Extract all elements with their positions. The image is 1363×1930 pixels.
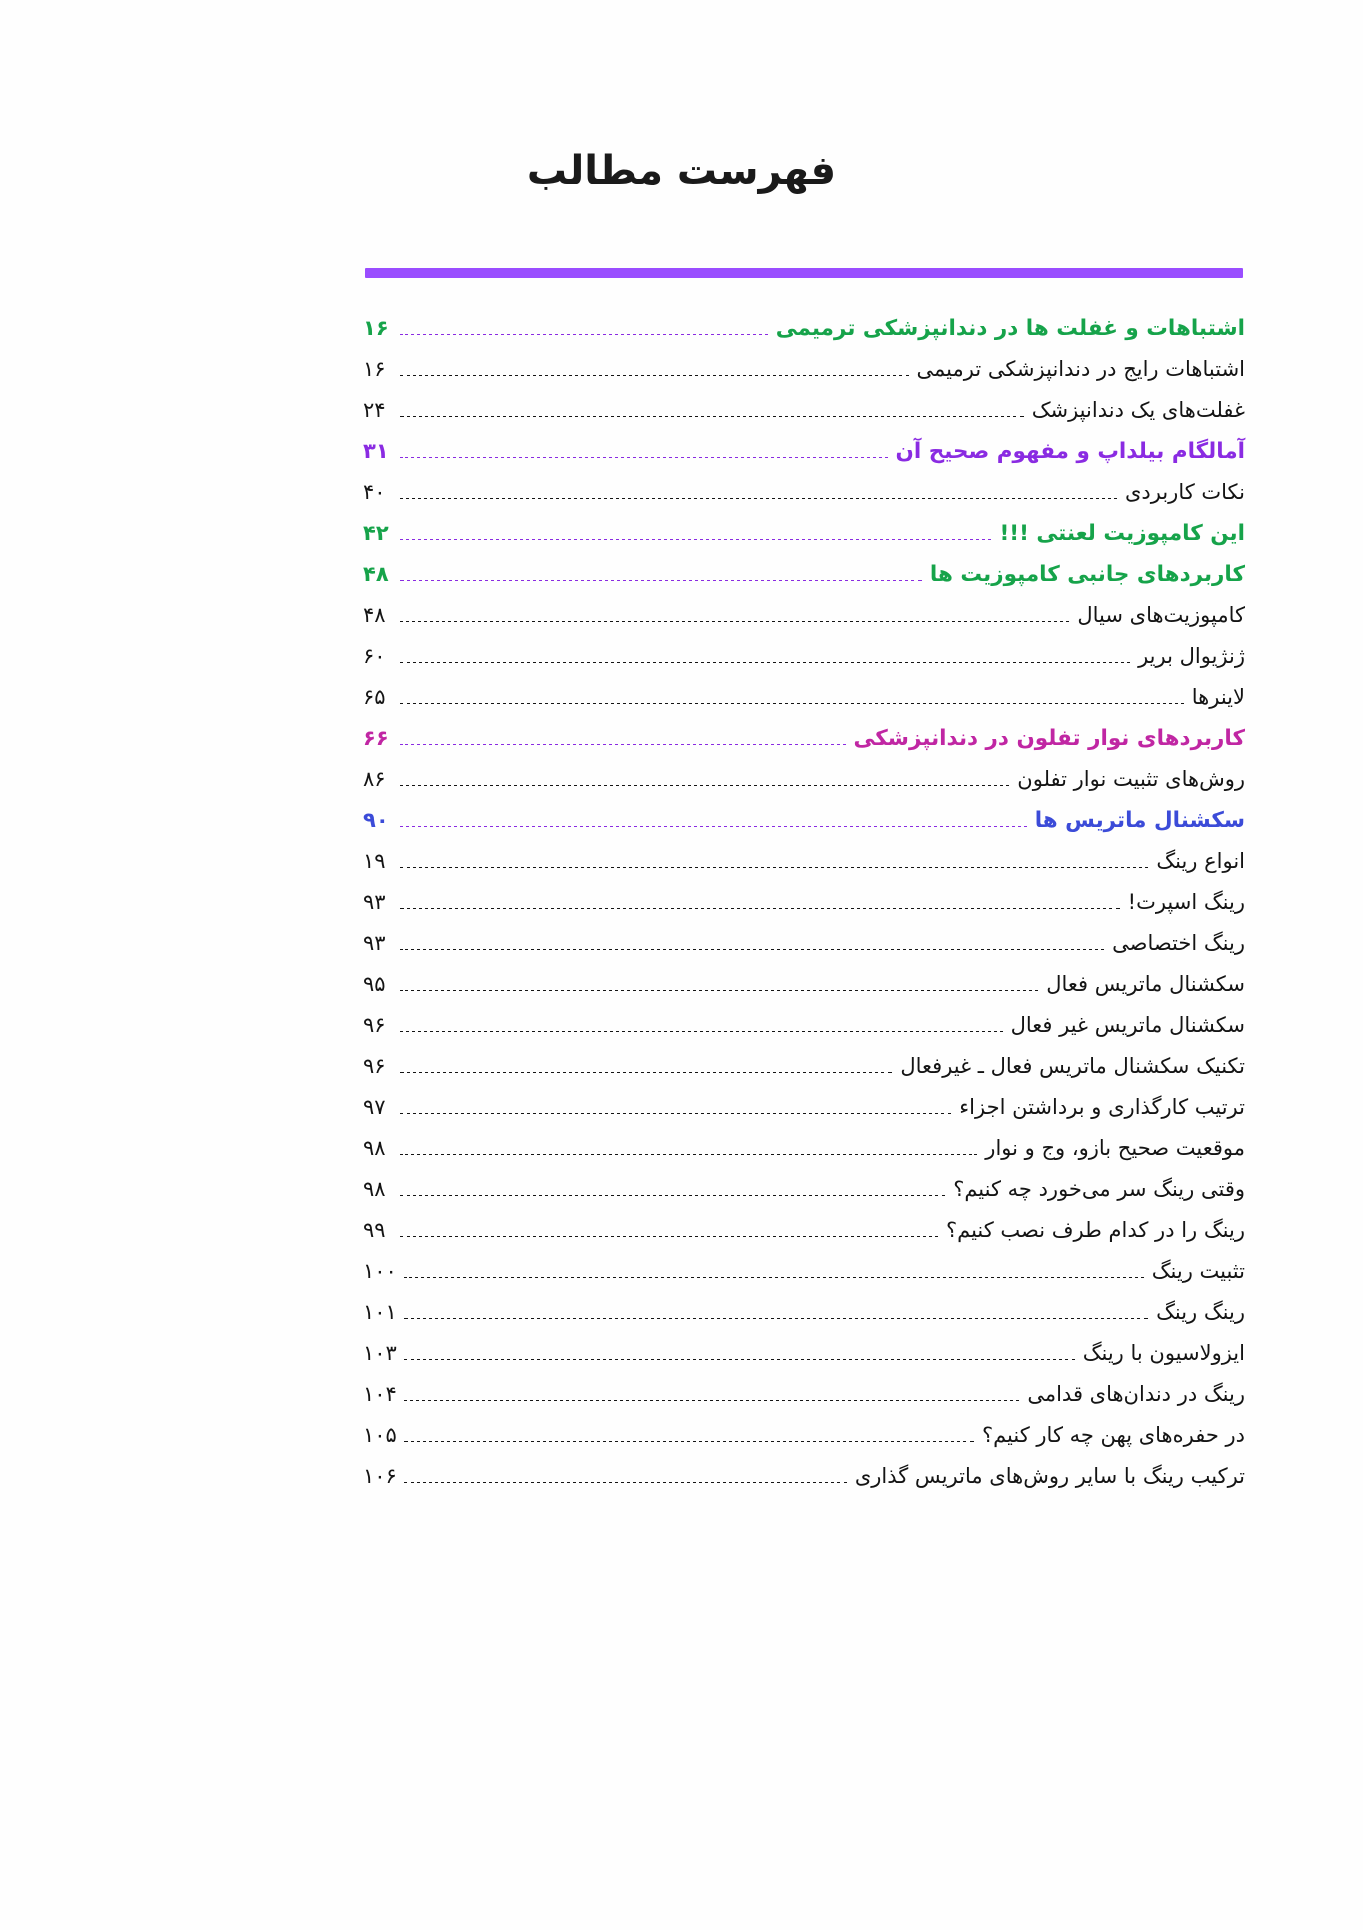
toc-entry[interactable]: [363, 1015, 1245, 1056]
toc-entry[interactable]: [363, 318, 1245, 359]
toc-leader-dots: [400, 744, 846, 745]
toc-leader-dots: [400, 1113, 951, 1114]
toc-entry-page-number: ۲۴: [363, 398, 386, 422]
toc-entry[interactable]: [363, 892, 1245, 933]
toc-leader-dots: [404, 1359, 1075, 1360]
toc-leader-dots: [400, 416, 1024, 417]
toc-entry[interactable]: [363, 605, 1245, 646]
toc-leader-dots: [404, 1400, 1019, 1401]
toc-entry-page-number: ۱۰۶: [363, 1464, 397, 1488]
toc-entry-page-number: ۱۶: [363, 316, 389, 340]
title-divider: [365, 268, 1243, 278]
toc-entry[interactable]: [363, 359, 1245, 400]
toc-entry[interactable]: [363, 523, 1245, 564]
toc-entry-label: کامپوزیت‌های سیال: [1077, 603, 1245, 627]
toc-entry-label: اشتباهات رایج در دندانپزشکی ترمیمی: [916, 357, 1245, 381]
toc-entry-page-number: ۶۰: [363, 644, 386, 668]
toc-entry[interactable]: [363, 1425, 1245, 1466]
toc-entry[interactable]: [363, 1384, 1245, 1425]
toc-entry-page-number: ۹۸: [363, 1177, 386, 1201]
toc-entry[interactable]: [363, 810, 1245, 851]
toc-entry-page-number: ۹۶: [363, 1013, 386, 1037]
toc-entry-label: سکشنال ماتریس ها: [1034, 808, 1245, 833]
toc-entry-page-number: ۱۹: [363, 849, 386, 873]
toc-entry-page-number: ۸۶: [363, 767, 386, 791]
toc-entry-page-number: ۹۶: [363, 1054, 386, 1078]
toc-entry-page-number: ۱۶: [363, 357, 386, 381]
toc-leader-dots: [404, 1441, 974, 1442]
toc-entry-label: کاربردهای جانبی کامپوزیت ها: [929, 562, 1245, 587]
toc-entry-label: سکشنال ماتریس فعال: [1046, 972, 1245, 996]
toc-entry[interactable]: [363, 974, 1245, 1015]
toc-entry-page-number: ۶۶: [363, 726, 389, 750]
toc-entry-label: لاینرها: [1191, 685, 1245, 709]
toc-entry-page-number: ۹۸: [363, 1136, 386, 1160]
toc-entry-page-number: ۹۳: [363, 931, 386, 955]
toc-entry[interactable]: [363, 646, 1245, 687]
toc-entry[interactable]: [363, 1220, 1245, 1261]
toc-entry-label: تکنیک سکشنال ماتریس فعال ـ غیرفعال: [900, 1054, 1245, 1078]
toc-leader-dots: [400, 334, 768, 335]
toc-entry-label: رینگ رینگ: [1156, 1300, 1245, 1324]
toc-entry[interactable]: [363, 728, 1245, 769]
toc-entry[interactable]: [363, 1179, 1245, 1220]
toc-entry-label: تثبیت رینگ: [1151, 1259, 1245, 1283]
toc-entry-page-number: ۹۰: [363, 808, 389, 832]
toc-entry[interactable]: [363, 851, 1245, 892]
toc-entry[interactable]: [363, 1261, 1245, 1302]
toc-leader-dots: [400, 949, 1104, 950]
toc-entry-label: سکشنال ماتریس غیر فعال: [1010, 1013, 1245, 1037]
toc-entry-label: ترتیب کارگذاری و برداشتن اجزاء: [959, 1095, 1245, 1119]
toc-leader-dots: [400, 1072, 892, 1073]
toc-entry[interactable]: [363, 1302, 1245, 1343]
toc-leader-dots: [400, 539, 991, 540]
toc-entry-list: [363, 318, 1245, 1507]
toc-leader-dots: [400, 703, 1184, 704]
toc-entry-page-number: ۹۵: [363, 972, 386, 996]
toc-entry[interactable]: [363, 441, 1245, 482]
toc-entry-label: موقعیت صحیح بازو، وج و نوار: [985, 1136, 1245, 1160]
toc-entry-label: در حفره‌های پهن چه کار کنیم؟: [981, 1423, 1245, 1447]
toc-entry[interactable]: [363, 687, 1245, 728]
toc-entry[interactable]: [363, 482, 1245, 523]
toc-entry[interactable]: [363, 1056, 1245, 1097]
toc-entry[interactable]: [363, 1097, 1245, 1138]
toc-entry-page-number: ۶۵: [363, 685, 386, 709]
toc-leader-dots: [400, 1031, 1003, 1032]
toc-leader-dots: [400, 908, 1120, 909]
toc-entry[interactable]: [363, 1138, 1245, 1179]
toc-entry[interactable]: [363, 933, 1245, 974]
toc-entry-label: این کامپوزیت لعنتی !!!: [999, 521, 1245, 546]
toc-entry-page-number: ۴۸: [363, 562, 389, 586]
toc-entry-page-number: ۱۰۱: [363, 1300, 397, 1324]
toc-entry-page-number: ۱۰۵: [363, 1423, 397, 1447]
toc-entry-label: اشتباهات و غفلت ها در دندانپزشکی ترمیمی: [775, 316, 1245, 341]
toc-leader-dots: [400, 785, 1009, 786]
toc-leader-dots: [400, 375, 909, 376]
toc-entry-page-number: ۴۲: [363, 521, 389, 545]
page-title: فهرست مطالب: [526, 148, 837, 194]
toc-leader-dots: [400, 990, 1038, 991]
toc-leader-dots: [400, 498, 1117, 499]
toc-entry-label: رینگ در دندان‌های قدامی: [1027, 1382, 1245, 1406]
toc-leader-dots: [400, 1195, 945, 1196]
toc-entry-page-number: ۱۰۳: [363, 1341, 397, 1365]
toc-entry-label: نکات کاربردی: [1124, 480, 1245, 504]
toc-entry[interactable]: [363, 769, 1245, 810]
toc-entry-page-number: ۹۹: [363, 1218, 386, 1242]
toc-leader-dots: [404, 1277, 1144, 1278]
toc-entry-page-number: ۴۸: [363, 603, 386, 627]
toc-entry[interactable]: [363, 1343, 1245, 1384]
toc-entry-page-number: ۴۰: [363, 480, 386, 504]
toc-entry-label: رینگ را در کدام طرف نصب کنیم؟: [945, 1218, 1245, 1242]
toc-leader-dots: [400, 1236, 938, 1237]
toc-entry-page-number: ۱۰۰: [363, 1259, 397, 1283]
toc-entry[interactable]: [363, 1466, 1245, 1507]
toc-entry[interactable]: [363, 400, 1245, 441]
toc-entry-page-number: ۳۱: [363, 439, 389, 463]
toc-leader-dots: [400, 621, 1069, 622]
toc-leader-dots: [400, 457, 888, 458]
toc-leader-dots: [400, 580, 922, 581]
toc-entry-page-number: ۹۷: [363, 1095, 386, 1119]
toc-entry-page-number: ۹۳: [363, 890, 386, 914]
toc-entry-label: انواع رینگ: [1156, 849, 1245, 873]
toc-entry-label: کاربردهای نوار تفلون در دندانپزشکی: [853, 726, 1245, 751]
toc-entry-label: رینگ اختصاصی: [1112, 931, 1245, 955]
toc-leader-dots: [400, 662, 1130, 663]
toc-leader-dots: [404, 1318, 1148, 1319]
toc-entry[interactable]: [363, 564, 1245, 605]
toc-entry-label: رینگ اسپرت!: [1127, 890, 1245, 914]
toc-entry-label: غفلت‌های یک دندانپزشک: [1031, 398, 1245, 422]
toc-entry-page-number: ۱۰۴: [363, 1382, 397, 1406]
toc-entry-label: آمالگام بیلداپ و مفهوم صحیح آن: [895, 439, 1245, 464]
toc-entry-label: ایزولاسیون با رینگ: [1082, 1341, 1245, 1365]
toc-entry-label: ترکیب رینگ با سایر روش‌های ماتریس گذاری: [854, 1464, 1245, 1488]
toc-leader-dots: [400, 826, 1027, 827]
toc-entry-label: وقتی رینگ سر می‌خورد چه کنیم؟: [953, 1177, 1245, 1201]
toc-leader-dots: [400, 867, 1148, 868]
toc-leader-dots: [400, 1154, 977, 1155]
toc-entry-label: روش‌های تثبیت نوار تفلون: [1017, 767, 1245, 791]
toc-entry-label: ژنژیوال بریر: [1138, 644, 1245, 668]
toc-leader-dots: [404, 1482, 847, 1483]
